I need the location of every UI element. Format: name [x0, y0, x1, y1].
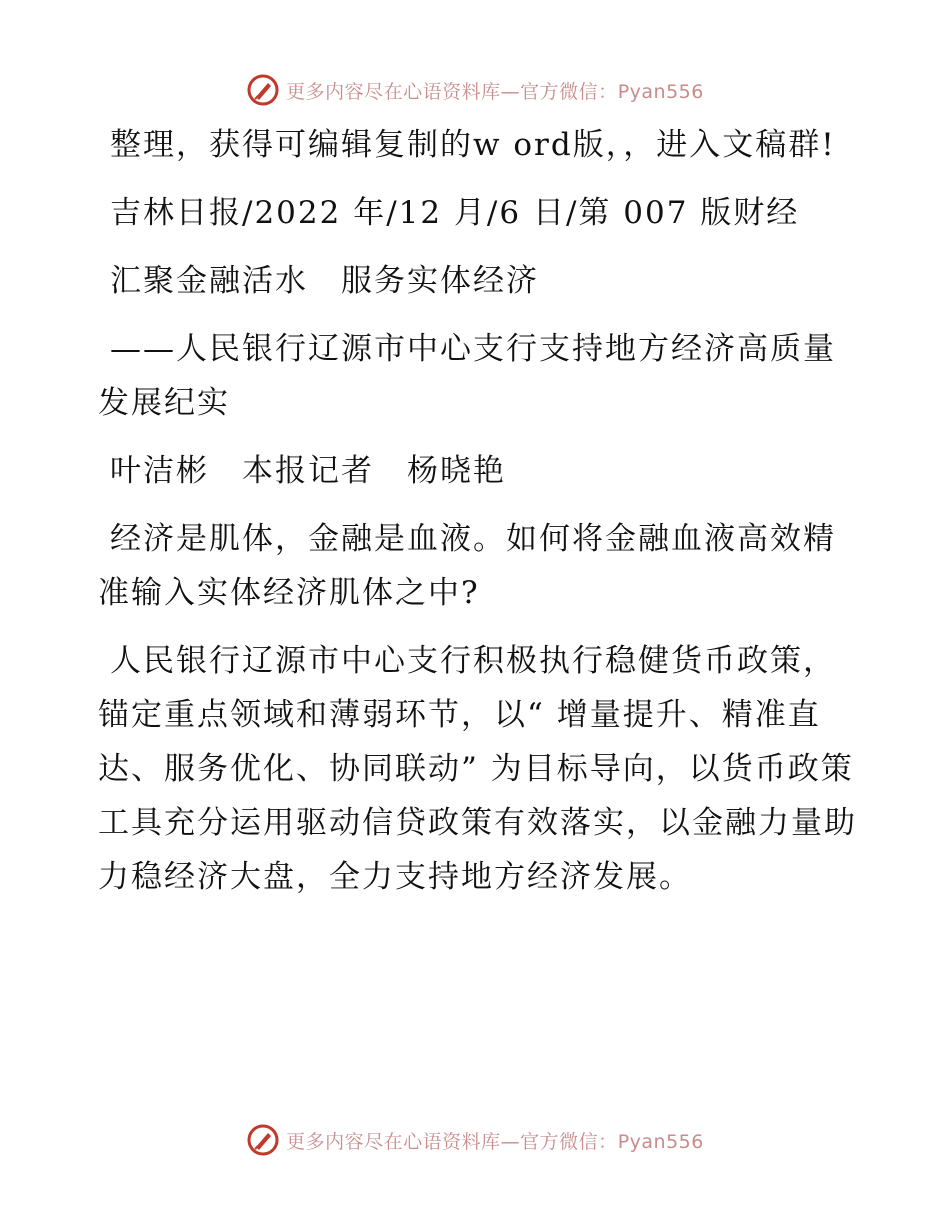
- banner-wechat-id: Pyan556: [617, 1130, 704, 1153]
- banner-wechat-id: Pyan556: [617, 80, 704, 103]
- banner-site-text: 更多内容尽在心语资料库: [286, 1130, 501, 1153]
- paragraph-lead: 经济是肌体，金融是血液。如何将金融血液高效精准输入实体经济肌体之中?: [98, 521, 836, 611]
- banner-wechat-label: 官方微信：: [520, 1130, 618, 1153]
- banner-wechat-label: 官方微信：: [520, 80, 618, 103]
- banner-separator: —: [500, 1130, 521, 1153]
- article-byline: 叶洁彬 本报记者 杨晓艳: [110, 453, 506, 489]
- article-subtitle: ——人民银行辽源市中心支行支持地方经济高质量发展纪实: [98, 331, 836, 421]
- banner-text: [286, 1127, 704, 1154]
- pen-logo-icon: [246, 73, 280, 107]
- paragraph-body: 人民银行辽源市中心支行积极执行稳健货币政策，锚定重点领域和薄弱环节，以“ 增量提升、精准直达、服务优化、协同联动” 为目标导向，以货币政策工具充分运用驱动信贷政策有效落实，以金融力量助力稳经济大盘，全力支持地方经济发展。: [98, 643, 857, 895]
- article-title: 汇聚金融活水 服务实体经济: [110, 263, 539, 299]
- banner-separator: —: [500, 80, 521, 103]
- pen-logo-icon: [246, 1123, 280, 1157]
- paragraph-intro: 整理，获得可编辑复制的w ord版，，进入文稿群!: [110, 127, 836, 163]
- banner-text: [286, 77, 704, 104]
- header-banner: [0, 70, 950, 110]
- footer-banner: [0, 1120, 950, 1160]
- banner-site-text: 更多内容尽在心语资料库: [286, 80, 501, 103]
- paragraph-source-line: 吉林日报/2022 年/12 月/6 日/第 007 版财经: [110, 195, 800, 231]
- document-body: [98, 118, 858, 918]
